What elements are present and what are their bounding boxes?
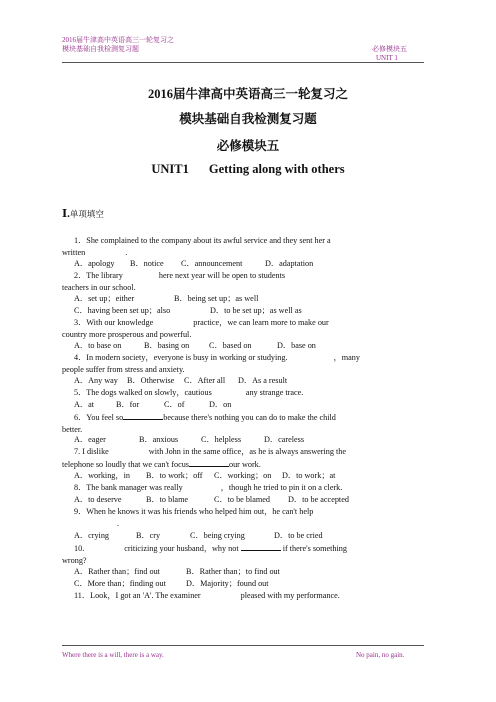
question-9-options: A．crying B．cry C．being crying D．to be cried — [74, 531, 323, 540]
header-rule — [62, 62, 424, 63]
question-5-options: A．at B．for C．of D．on — [74, 400, 232, 409]
unit-number: UNIT1 — [151, 162, 189, 176]
question-2: 2．The library here next year will be open to students teachers in our school. — [62, 271, 286, 292]
question-3-options: A．to base on B．basing on C．based on D．base on — [74, 341, 316, 350]
question-6-options: A．eager B．anxious C．helpless D．careless — [74, 435, 305, 444]
module-title: 必修模块五 — [216, 139, 280, 153]
question-7: 7. I dislike with John in the same office，as he is always answering the telephone so loudly that we can't focus our work. — [62, 447, 347, 469]
footer-right: No pain, no gain. — [356, 651, 405, 659]
question-9: 9．When he knows it was his friends who helped him out，he can't help . — [74, 507, 314, 528]
question-3: 3．With our knowledge practice，we can learn more to make our country more prosperous and powerful. — [62, 318, 329, 339]
header-right1: 必修模块五 — [372, 45, 407, 53]
unit-heading — [0, 162, 496, 177]
question-5: 5．The dogs walked on slowly，cautious any strange trace. — [74, 388, 304, 397]
header-line1: 2016届牛津高中英语高三一轮复习之 — [62, 36, 174, 44]
question-4: 4．In modern society，everyone is busy in working or studying. ，many people suffer from stress and anxiety. — [62, 353, 360, 374]
footer-left: Where there is a will, there is a way. — [62, 651, 164, 659]
question-4-options: A．Any way B．Otherwise C．After all D．As a result — [74, 376, 288, 385]
question-8-options: A．to deserve B．to blame C．to be blamed D．to be accepted — [74, 495, 349, 504]
question-6: 6．You feel so because there's nothing you can do to make the child better. — [62, 413, 336, 434]
question-8: 8．The bank manager was really ，though he tried to pin it on a clerk. — [74, 483, 343, 492]
question-1-options: A．apology B．notice C．announcement D．adaptation — [74, 259, 314, 268]
unit-title: Getting along with others — [208, 162, 345, 176]
question-11: 11．Look，I got an 'A'. The examiner pleased with my performance. — [74, 591, 340, 600]
page-subtitle: 模块基础自我检测复习题 — [179, 112, 317, 126]
question-7-options: A．working，in B．to work；off C．working；on D．to work；at — [74, 471, 336, 480]
question-1: 1．She complained to the company about its awful service and they sent her a written . — [62, 236, 331, 257]
question-2-options-row1: A．set up；either B．being set up；as well — [74, 294, 259, 303]
section-heading — [62, 207, 104, 220]
page-title: 2016届牛津高中英语高三一轮复习之 — [147, 87, 348, 101]
header-right2: UNIT 1 — [376, 54, 398, 62]
question-10-options-row1: A．Rather than；find out B．Rather than；to find out — [74, 567, 280, 576]
question-10-options-row2: C．More than；finding out D．Majority；found out — [74, 579, 269, 588]
footer-rule — [62, 645, 424, 646]
question-2-options-row2: C．having been set up；also D．to be set up；as well as — [74, 306, 302, 315]
section-number: Ⅰ. — [62, 208, 70, 220]
header-line2: 模块基础自我检测复习题 — [62, 45, 139, 53]
question-10: 10. criticizing your husband，why not if there's something wrong? — [62, 544, 347, 565]
section-label: 单项填空 — [69, 209, 104, 219]
running-header — [62, 36, 174, 54]
